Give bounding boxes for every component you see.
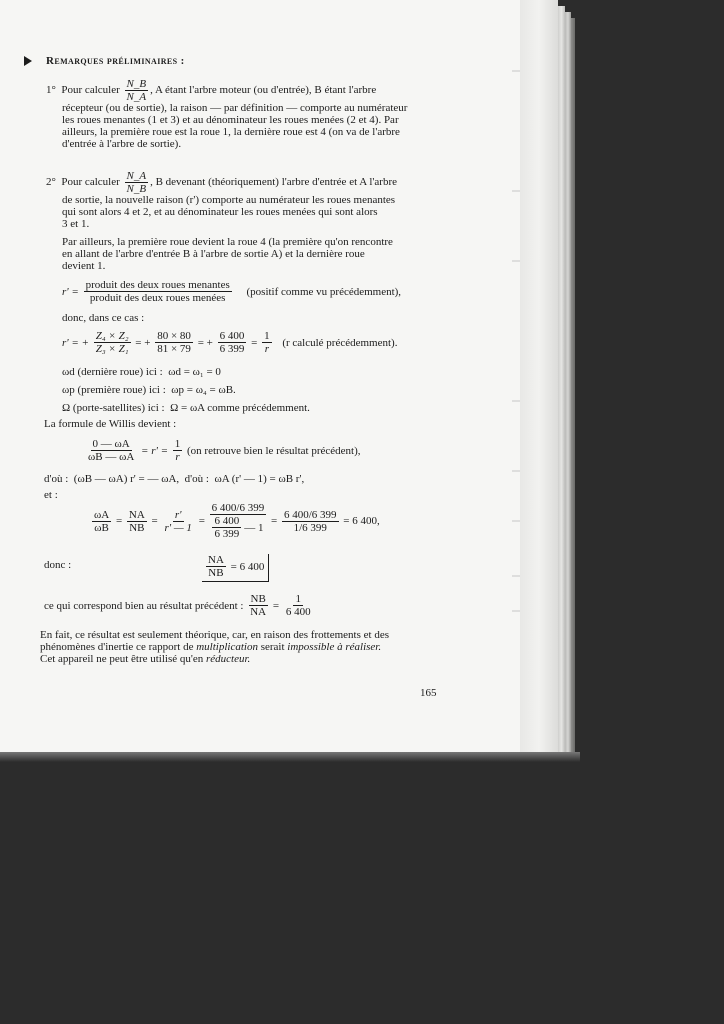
paragraph-2-line: Par ailleurs, la première roue devient la roue 4 (la première qu'on rencontre — [62, 236, 393, 248]
paragraph-2-line: qui sont alors 4 et 2, et au dénominateur les roues menées qui sont alors — [62, 206, 378, 218]
page-edge — [558, 6, 565, 752]
paragraph-2-line: devient 1. — [62, 260, 106, 272]
paragraph-2-first-line: 2° Pour calculer $\frac{N\_A}{N\_B}$ , B devenant (théoriquement) l'arbre d'entrée et A l'arbre — [46, 170, 397, 195]
omega-carrier-line: Ω (porte-satellites) ici : Ω = ωA comme précédemment. — [62, 402, 310, 414]
page-edge — [520, 0, 558, 752]
page-shadow — [0, 752, 580, 762]
text-donc: donc : — [44, 559, 72, 571]
equation-r-prime-values: r' = + $\frac{\text{Z₄ × Z₂}}{\text{Z₃ × Z₁}}$ = + $\frac{80 \times 80}{81 \times 79}$ = + $\frac{6 400}{6 399}$ = $\frac{1}{r}$ (r calculé précédemment). — [62, 330, 398, 355]
text-et: et : — [44, 489, 58, 501]
equation-corresp: ce qui correspond bien au résultat précédent : $\frac{NB}{NA}$ = $\frac{1}{6 400}$ — [44, 593, 311, 618]
page-number: 165 — [420, 687, 437, 699]
paragraph-2-line: en allant de l'arbre d'entrée B à l'arbre de sortie A) et la dernière roue — [62, 248, 365, 260]
fraction-nb-na: $\frac{N\_B}{N\_A}$ — [126, 78, 147, 103]
paragraph-1-first-line: 1° Pour calculer $\frac{N\_B}{N\_A}$ , A étant l'arbre moteur (ou d'entrée), B étant l'arbre — [46, 78, 377, 103]
boxed-result: $\frac{NA}{NB}$ = 6 400 — [202, 554, 269, 582]
final-line-1: En fait, ce résultat est seulement théorique, car, en raison des frottements et des — [40, 629, 389, 641]
paragraph-2-line: de sortie, la nouvelle raison (r') comporte au numérateur les roues menantes — [62, 194, 396, 206]
omega-p-line: ωp (première roue) ici : ωp = ω₄ = ωB. — [62, 384, 236, 396]
equation-willis: $\frac{0 — \omega A}{\omega B — \omega A}$ = r' = $\frac{1}{r}$ (on retrouve bien le résultat précédent), — [88, 438, 361, 463]
willis-intro: La formule de Willis devient : — [44, 418, 177, 430]
equation-dou: d'où : (ωB — ωA) r' = — ωA, d'où : ωA (r' — 1) = ωB r', — [44, 473, 305, 485]
omega-d-line: ωd (dernière roue) ici : ωd = ω₁ = 0 — [62, 366, 221, 378]
final-line-2: phénomènes d'inertie ce rapport de multiplication serait impossible à réaliser. — [40, 641, 382, 653]
paragraph-1-line: d'entrée à l'arbre de sortie). — [62, 138, 182, 150]
text-donc-cas: donc, dans ce cas : — [62, 312, 145, 324]
page-edge — [571, 18, 575, 752]
paragraph-2-line: 3 et 1. — [62, 218, 90, 230]
paragraph-1-line: les roues menantes (1 et 3) et au dénominateur les roues menées (2 et 4). Par — [62, 114, 399, 126]
bullet-triangle-icon — [24, 56, 32, 69]
paragraph-1-line: ailleurs, la première roue est la roue 1, la dernière roue est 4 (on va de l'arbre — [62, 126, 400, 138]
section-header: Remarques préliminaires : — [46, 55, 185, 67]
final-line-3: Cet appareil ne peut être utilisé qu'en réducteur. — [40, 653, 251, 665]
equation-ratio-chain: $\frac{\omega A}{\omega B}$ = $\frac{NA}{NB}$ = $\frac{r'}{r' — 1}$ = 6 400/6 399 $\frac{6 400}{6 399}$ — 1 = $\frac{6 400/6 399}{1/6 399}$ = 6 400, — [94, 502, 380, 540]
fraction-na-nb: $\frac{N\_A}{N\_B}$ — [126, 170, 147, 195]
paragraph-1-line: récepteur (ou de sortie), la raison — par définition — comporte au numérateur — [62, 102, 408, 114]
equation-r-prime-definition: r' = $\frac{\text{produit des deux roues menantes}}{\text{produit des deux roues menées}}$ (positif comme vu précédemment), — [62, 279, 402, 304]
